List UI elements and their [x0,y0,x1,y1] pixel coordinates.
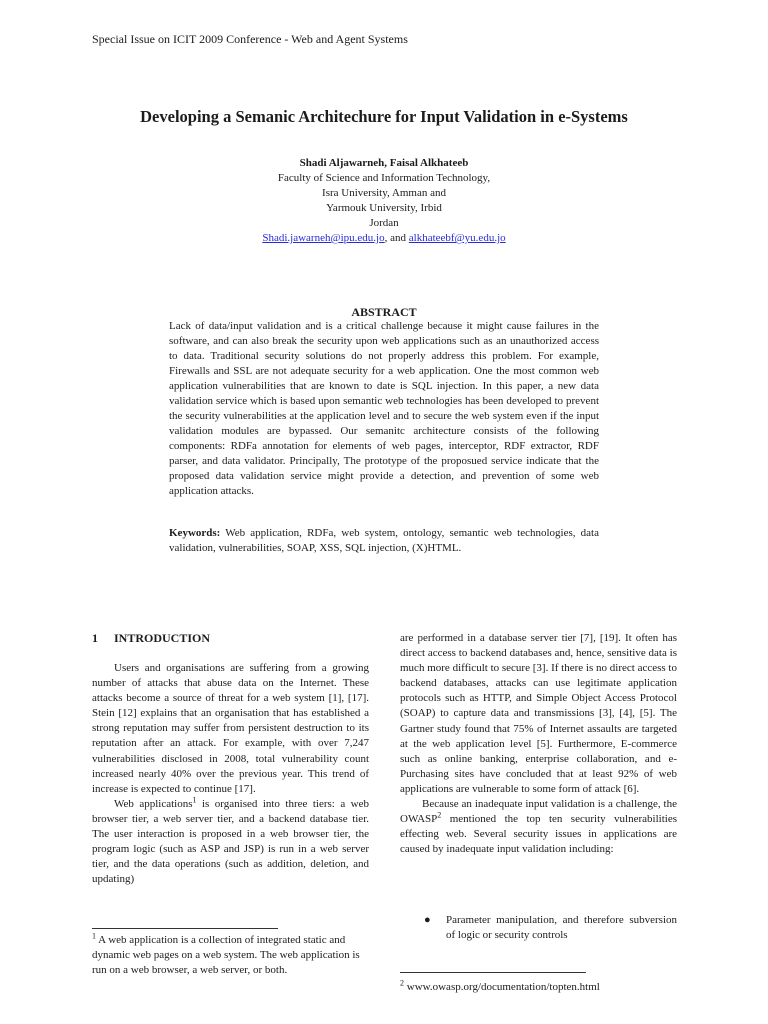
footnote-ref-2: 2 [437,810,442,820]
abstract-heading: ABSTRACT [351,305,417,319]
keywords-block [169,526,599,556]
author-block [0,156,768,246]
right-para-2-rest: mentioned the top ten security vulnerabilities effecting web. Several security issues in applications are caused by inadequate input validation including: [400,813,677,856]
affiliation-line-3: Yarmouk University, Irbid [326,202,442,214]
footnote-rule-left [92,928,278,929]
right-paragraph-2 [400,797,677,857]
email-link-2[interactable]: alkhateebf@yu.edu.jo [408,232,506,244]
affiliation-line-2: Isra University, Amman and [322,187,446,199]
footnote-ref-1: 1 [192,795,197,805]
paper-title: Developing a Semanic Architechure for Input Validation in e-Systems [140,107,628,126]
intro-paragraph-1: Users and organisations are suffering from a growing number of attacks that abuse data on the Internet. These attacks become a source of threat for a web system [1], [17]. Stein [12] explains that an organisation that has established a strong reputation may suffer from persistent destruction to its reputation after an attack. For example, with over 7,247 vulnerabilities disclosed in 2008, total vulnerability count increased nearly 40% over the previous year. This trend of increase is expected to continue [17]. [92,662,369,795]
section-title: INTRODUCTION [114,631,211,645]
footnote-1-text: A web application is a collection of integrated static and dynamic web pages on a web system. The web application is run on a web browser, a web server, or both. [92,934,360,976]
para-2-rest: is organised into three tiers: a web browser tier, a web server tier, and a backend database tier. The user interaction is proposed in a web browser tier, the program logic (such as ASP and JSP) is run in a web server tier, and the data operations (such as addition, deletion, and updating) [92,797,369,886]
footnote-mark-2: 2 [400,978,404,988]
author-names: Shadi Aljawarneh, Faisal Alkhateeb [299,157,469,169]
email-line [0,231,768,246]
left-column [92,661,369,887]
keywords-label: Keywords: [169,527,221,539]
affiliation-line-1: Faculty of Science and Information Technology, [277,172,491,184]
bullet-text: Parameter manipulation, and therefore subversion of logic or security controls [446,914,677,941]
bullet-icon: ● [424,914,431,926]
affiliation-country: Jordan [369,217,399,229]
para-2-start: Web applications [114,797,193,810]
right-paragraph-1: are performed in a database server tier [7], [19]. It often has direct access to backend databases and, hence, sensitive data is much more difficult to secure [3]. If there is no direct access to backend databases, attacks can use legitimate application protocols such as HTTP, and Simple Object Access Protocol (SOAP) to capture data and transmissions [3], [4], [5]. The Gartner study found that 75% of Internet assaults are targeted at the web application level [5]. Furthermore, E-commerce such as online banking, enterprise collaboration, and e-Purchasing sites have concluded that at least 92% of web applications are vulnerable to some form of attack [6]. [400,632,677,795]
right-para-2-start: Because an inadequate input validation is a challenge, the OWASP [400,798,677,826]
footnote-2-text: www.owasp.org/documentation/topten.html [404,981,600,993]
footnote-2 [400,980,677,995]
right-column [400,631,677,857]
section-number: 1 [92,631,98,645]
section-heading [92,631,210,646]
email-link-1[interactable]: Shadi.jawarneh@ipu.edu.jo [262,232,385,244]
intro-paragraph-2 [92,797,369,888]
keywords-text: Web application, RDFa, web system, ontology, semantic web technologies, data validation, vulnerabilities, SOAP, XSS, SQL injection, (X)HTML. [169,527,599,554]
bullet-item [400,913,677,943]
footnote-1 [92,933,369,978]
running-header: Special Issue on ICIT 2009 Conference - Web and Agent Systems [92,32,408,46]
email-separator: , and [384,232,409,244]
footnote-mark-1: 1 [92,931,96,941]
abstract-text: Lack of data/input validation and is a critical challenge because it might cause failures in the software, and can also break the security upon web applications such as an unauthorized access to data. Traditional security solutions do not properly address this problem. For example, Firewalls and SSL are not adequate security for a web application. One the most common web application vulnerabilities that are known to date is SQL injection. In this paper, a new data validation service which is based upon semantic web technologies has been developed to prevent the security vulnerabilities at the application level and to secure the web system even if the input validation modules are bypassed. Our semanitc architecture consists of the following components: RDFa annotation for elements of web pages, interceptor, RDF extractor, RDF parser, and data validator. Principally, The prototype of the proposued service indicate that the proposed data validation service might provide a detection, and prevention of some web application attacks. [169,320,599,497]
footnote-rule-right [400,972,586,973]
